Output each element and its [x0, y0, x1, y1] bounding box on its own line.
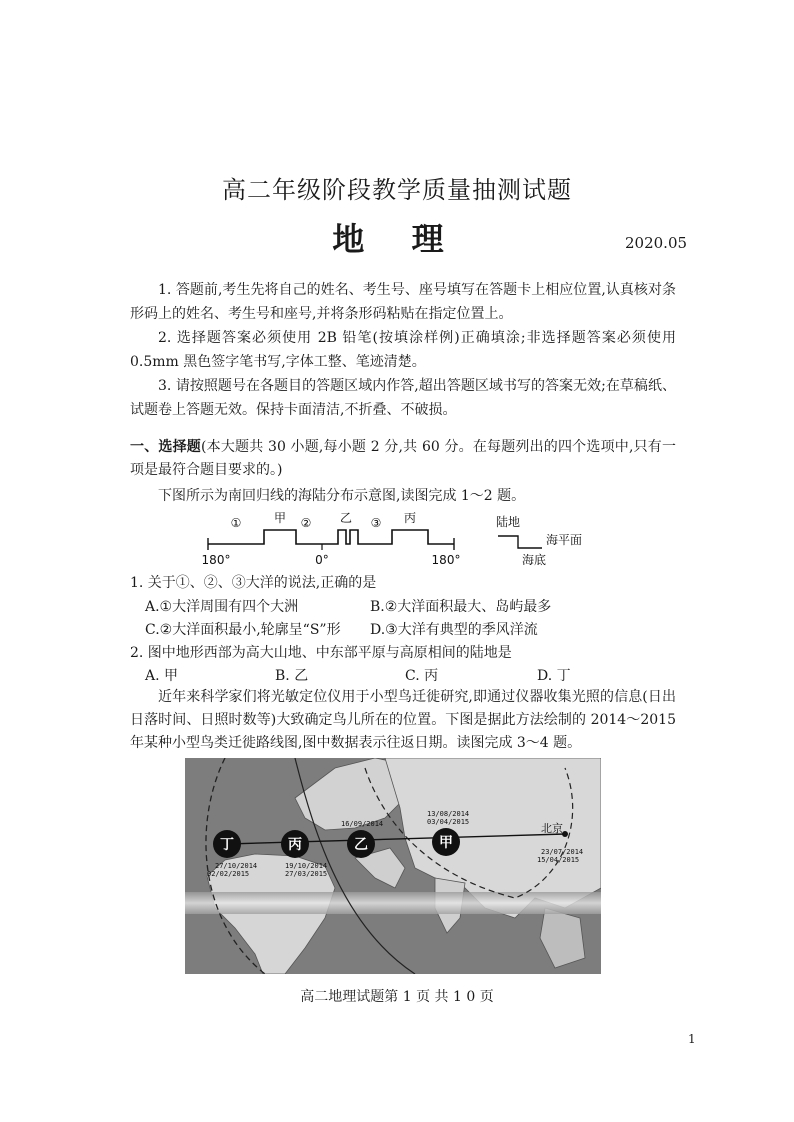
- q2-option-a: A. 甲: [145, 668, 179, 684]
- section-heading-rest: (本大题共 30 小题,每小题 2 分,共 60 分。在每题列出的四个选项中,只有一项是最符合题目要求的。): [130, 439, 676, 478]
- jia-date-2: 03/04/2015: [427, 818, 470, 826]
- bing-date-1: 19/10/2014: [285, 862, 328, 870]
- section-heading-bold: 一、选择题: [130, 439, 201, 455]
- instruction-2: 2. 选择题答案必须使用 2B 铅笔(按填涂样例)正确填涂;非选择题答案必须使用 0.5mm 黑色签字笔书写,字体工整、笔迹清楚。: [130, 330, 676, 370]
- page-footer: 高二地理试题第 1 页 共 1 0 页: [300, 989, 494, 1005]
- legend-symbol: [498, 536, 542, 548]
- instruction-3: 3. 请按照题号在各题目的答题区域内作答,超出答题区域书写的答案无效;在草稿纸、试题卷上答题无效。保持卡面清洁,不折叠、不破损。: [130, 378, 676, 418]
- beijing-date-2: 15/04/2015: [537, 856, 580, 864]
- land-sea-profile: [208, 530, 454, 544]
- label-ocean-3: ③: [370, 516, 382, 530]
- legend-sea-floor: 海底: [522, 553, 547, 567]
- label-jia: 甲: [273, 511, 287, 525]
- beijing-date-1: 23/07/2014: [541, 848, 584, 856]
- page-number: 1: [688, 1032, 696, 1046]
- section-heading: [130, 436, 676, 482]
- marker-bing-label: 丙: [288, 837, 302, 853]
- subject-title: 地 理: [332, 220, 462, 258]
- marker-ding-label: 丁: [220, 837, 234, 853]
- exam-date: 2020.05: [625, 234, 688, 252]
- label-lon-left: 180°: [201, 553, 231, 567]
- q1-stem: 1. 关于①、②、③大洋的说法,正确的是: [130, 575, 377, 591]
- label-bing: 丙: [403, 511, 417, 525]
- marker-yi-label: 乙: [354, 837, 368, 853]
- q2-option-d: D. 丁: [537, 668, 571, 684]
- figure1-caption: 下图所示为南回归线的海陆分布示意图,读图完成 1～2 题。: [158, 488, 526, 504]
- q2-option-c: C. 丙: [405, 668, 439, 684]
- q1-option-a: A.①大洋周围有四个大洲: [145, 599, 299, 615]
- scan-band: [185, 892, 601, 914]
- jia-date-1: 13/08/2014: [427, 810, 470, 818]
- figure1-diagram: [196, 508, 626, 570]
- migration-map: [185, 758, 601, 974]
- ding-date-2: 02/02/2015: [207, 870, 250, 878]
- ding-date-1: 27/10/2014: [215, 862, 258, 870]
- q1-option-b: B.②大洋面积最大、岛屿最多: [370, 599, 552, 615]
- yi-date: 16/09/2014: [341, 820, 384, 828]
- city-beijing: 北京: [541, 822, 563, 835]
- label-lon-right: 180°: [431, 553, 461, 567]
- exam-title: 高二年级阶段教学质量抽测试题: [222, 176, 572, 204]
- q1-option-d: D.③大洋有典型的季风洋流: [370, 622, 538, 638]
- q2-stem: 2. 图中地形西部为高大山地、中东部平原与高原相间的陆地是: [130, 645, 512, 661]
- label-lon-mid: 0°: [315, 553, 329, 567]
- q1-option-c: C.②大洋面积最小,轮廓呈“S”形: [145, 622, 341, 638]
- legend-sea-level: 海平面: [546, 533, 583, 547]
- label-ocean-2: ②: [300, 516, 312, 530]
- instruction-1: 1. 答题前,考生先将自己的姓名、考生号、座号填写在答题卡上相应位置,认真核对条形码上的姓名、考生号和座号,并将条形码粘贴在指定位置上。: [130, 282, 676, 322]
- label-ocean-1: ①: [230, 516, 242, 530]
- marker-jia-label: 甲: [439, 835, 453, 851]
- label-yi: 乙: [339, 511, 353, 525]
- bing-date-2: 27/03/2015: [285, 870, 328, 878]
- legend-land: 陆地: [496, 515, 521, 529]
- q2-option-b: B. 乙: [275, 668, 309, 684]
- passage-bird-migration: 近年来科学家们将光敏定位仪用于小型鸟迁徙研究,即通过仪器收集光照的信息(日出日落时间、日照时数等)大致确定鸟儿所在的位置。下图是据此方法绘制的 2014～2015 年某种小型鸟类迁徙路线图,图中数据表示往返日期。读图完成 3～4 题。: [130, 689, 676, 751]
